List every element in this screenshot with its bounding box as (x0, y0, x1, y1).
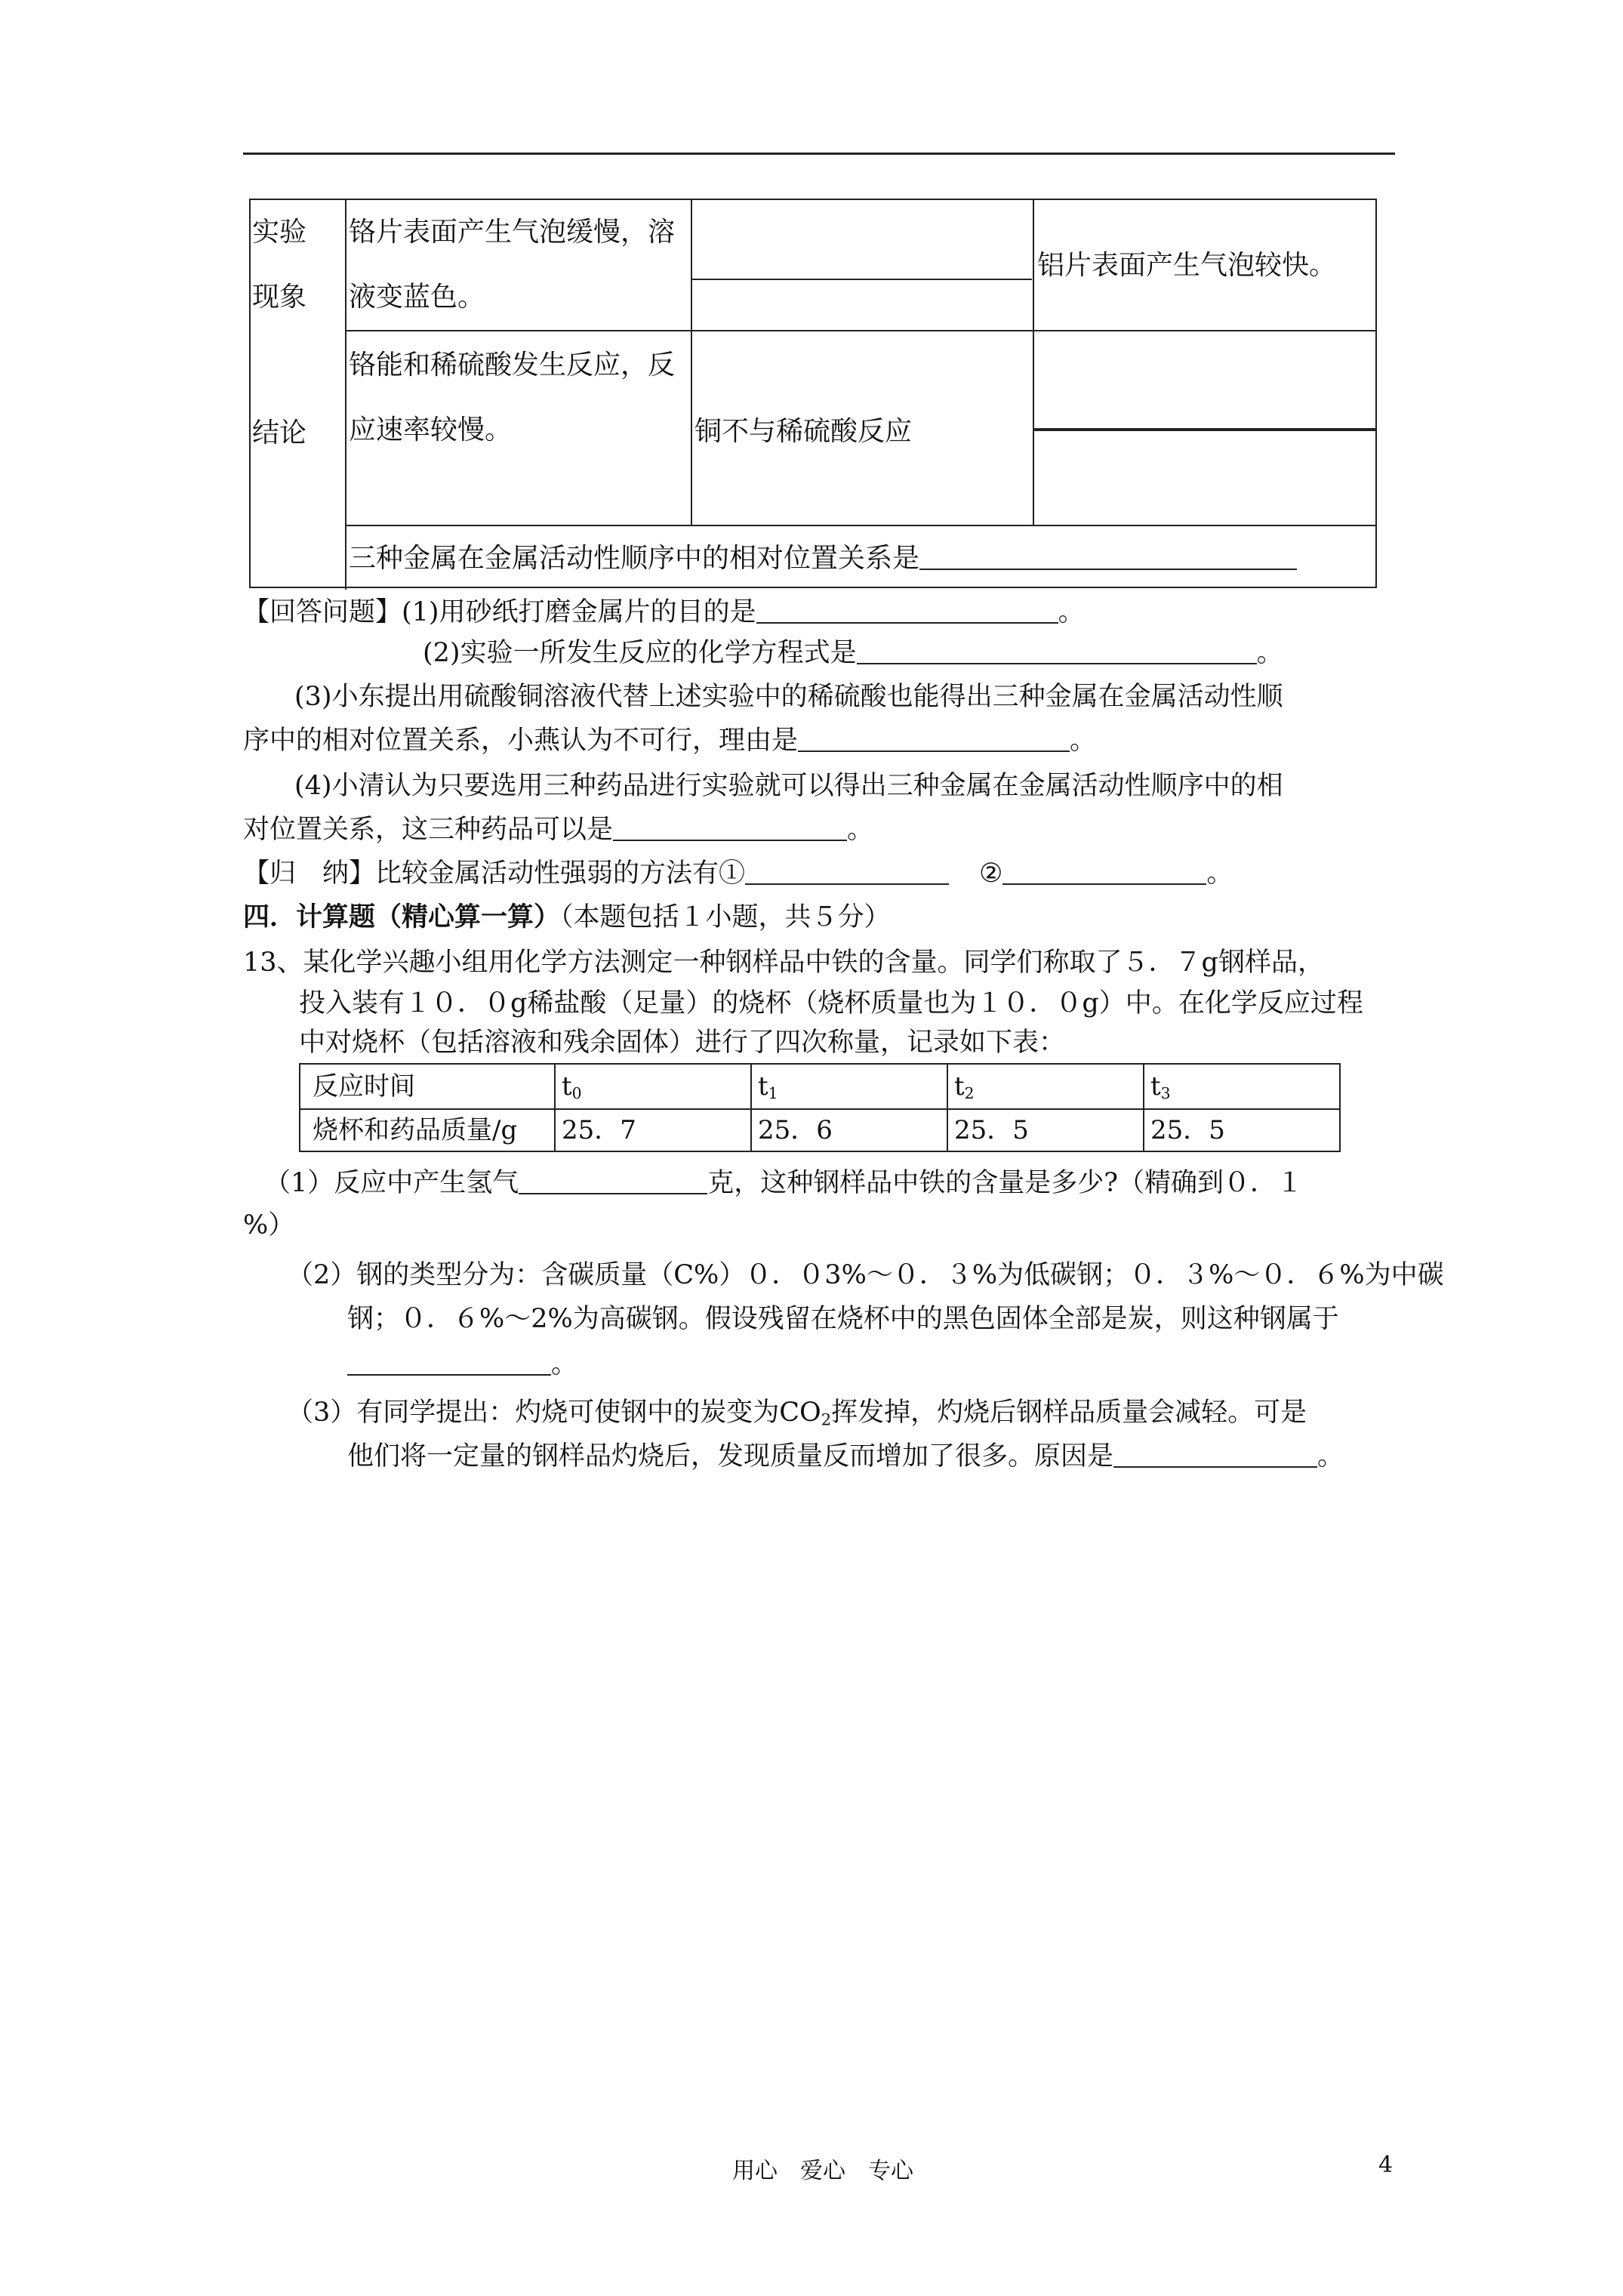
subquestion-1-line-2: %） (243, 1210, 295, 1240)
answer-blank[interactable] (347, 1348, 551, 1376)
mass-value-t0: 25．7 (562, 1115, 636, 1145)
question-3-line-1: (3)小东提出用硫酸铜溶液代替上述实验中的稀硫酸也能得出三种金属在金属活动性顺 (294, 682, 1283, 712)
header-rule (243, 153, 1395, 155)
question-4-line-2: 对位置关系，这三种药品可以是 。 (243, 815, 874, 845)
answer-blank[interactable] (519, 1166, 707, 1194)
question-4-line-1: (4)小清认为只要选用三种药品进行实验就可以得出三种金属在金属活动性顺序中的相 (294, 771, 1283, 801)
blank-line (1034, 428, 1377, 431)
problem-13-line-2: 投入装有１０．０g稀盐酸（足量）的烧杯（烧杯质量也为１０．０g）中。在化学反应过程 (299, 988, 1363, 1019)
cell-chromium-phenomenon-1: 铬片表面产生气泡缓慢，溶 (349, 217, 676, 248)
row-label-phenomenon-1: 实验 (252, 217, 307, 248)
cell-relative-position: 三种金属在金属活动性顺序中的相对位置关系是 (349, 526, 1297, 591)
question-1: 【回答问题】(1)用砂纸打磨金属片的目的是 。 (243, 597, 1085, 627)
time-t1: $t_1$ (758, 1071, 778, 1103)
answer-blank[interactable] (745, 857, 949, 885)
subquestion-3-line-2: 他们将一定量的钢样品灼烧后，发现质量反而增加了很多。原因是 。 (347, 1441, 1344, 1472)
section-4-title: 四．计算题（精心算一算）（本题包括１小题，共５分） (243, 901, 891, 932)
experiment-table (249, 199, 1377, 588)
subquestion-2-line-1: （2）钢的类型分为：含碳质量（C%）０．０3%～０．３%为低碳钢；０．３%～０．６%为中碳 (287, 1260, 1444, 1290)
time-t2: $t_2$ (954, 1071, 975, 1103)
table-divider (750, 1065, 752, 1151)
cell-copper-conclusion: 铜不与稀硫酸反应 (694, 416, 913, 447)
mass-value-t2: 25．5 (954, 1115, 1029, 1145)
problem-13-line-3: 中对烧杯（包括溶液和残余固体）进行了四次称量，记录如下表： (299, 1028, 1066, 1058)
table-divider (947, 1065, 948, 1151)
answer-blank[interactable] (857, 636, 1257, 664)
cell-chromium-conclusion-1: 铬能和稀硫酸发生反应，反 (349, 350, 676, 381)
table-divider (691, 200, 692, 525)
answer-blank[interactable] (798, 724, 1070, 752)
page-number: 4 (1378, 2152, 1394, 2178)
blank-line (692, 279, 1032, 280)
answer-blank[interactable] (613, 813, 847, 841)
mass-value-t1: 25．6 (758, 1115, 833, 1145)
time-t0: $t_0$ (562, 1071, 582, 1103)
answer-blank[interactable] (1113, 1440, 1317, 1468)
table-divider (345, 330, 1377, 331)
header-mass: 烧杯和药品质量/g (313, 1115, 518, 1145)
mass-data-table (299, 1063, 1341, 1152)
subquestion-1-line-1: （1）反应中产生氢气 克，这种钢样品中铁的含量是多少?（精确到０．１ (264, 1168, 1304, 1198)
problem-13-line-1: 13、某化学兴趣小组用化学方法测定一种钢样品中铁的含量。同学们称取了５．７g钢样品， (243, 948, 1324, 978)
row-label-conclusion: 结论 (252, 418, 307, 448)
cell-chromium-conclusion-2: 应速率较慢。 (349, 415, 513, 445)
subquestion-3-line-1: （3）有同学提出：灼烧可使钢中的炭变为$CO_2$挥发掉，灼烧后钢样品质量会减轻。可是 (287, 1398, 1307, 1429)
summary: 【归 纳】比较金属活动性强弱的方法有① ② 。 (243, 858, 1233, 889)
time-t3: $t_3$ (1150, 1071, 1171, 1103)
table-divider (1143, 1065, 1144, 1151)
cell-chromium-phenomenon-2: 液变蓝色。 (349, 282, 485, 313)
row-label-phenomenon-2: 现象 (252, 282, 307, 313)
subquestion-2-line-3: 。 (347, 1342, 577, 1386)
answer-blank[interactable] (1002, 857, 1206, 885)
answer-blank[interactable] (919, 541, 1297, 570)
cell-aluminum-phenomenon: 铝片表面产生气泡较快。 (1037, 250, 1337, 281)
table-divider (554, 1065, 556, 1151)
table-divider (345, 200, 346, 590)
mass-value-t3: 25．5 (1150, 1115, 1225, 1145)
footer-motto: 用心 爱心 专心 (732, 2158, 913, 2184)
question-3-line-2: 序中的相对位置关系，小燕认为不可行，理由是 。 (243, 726, 1097, 756)
subquestion-2-line-2: 钢；０．６%～2%为高碳钢。假设残留在烧杯中的黑色固体全部是炭，则这种钢属于 (347, 1304, 1339, 1334)
table-divider (1033, 200, 1034, 525)
header-reaction-time: 反应时间 (313, 1071, 415, 1102)
answer-blank[interactable] (756, 596, 1058, 624)
question-2: (2)实验一所发生反应的化学方程式是 。 (423, 638, 1283, 668)
